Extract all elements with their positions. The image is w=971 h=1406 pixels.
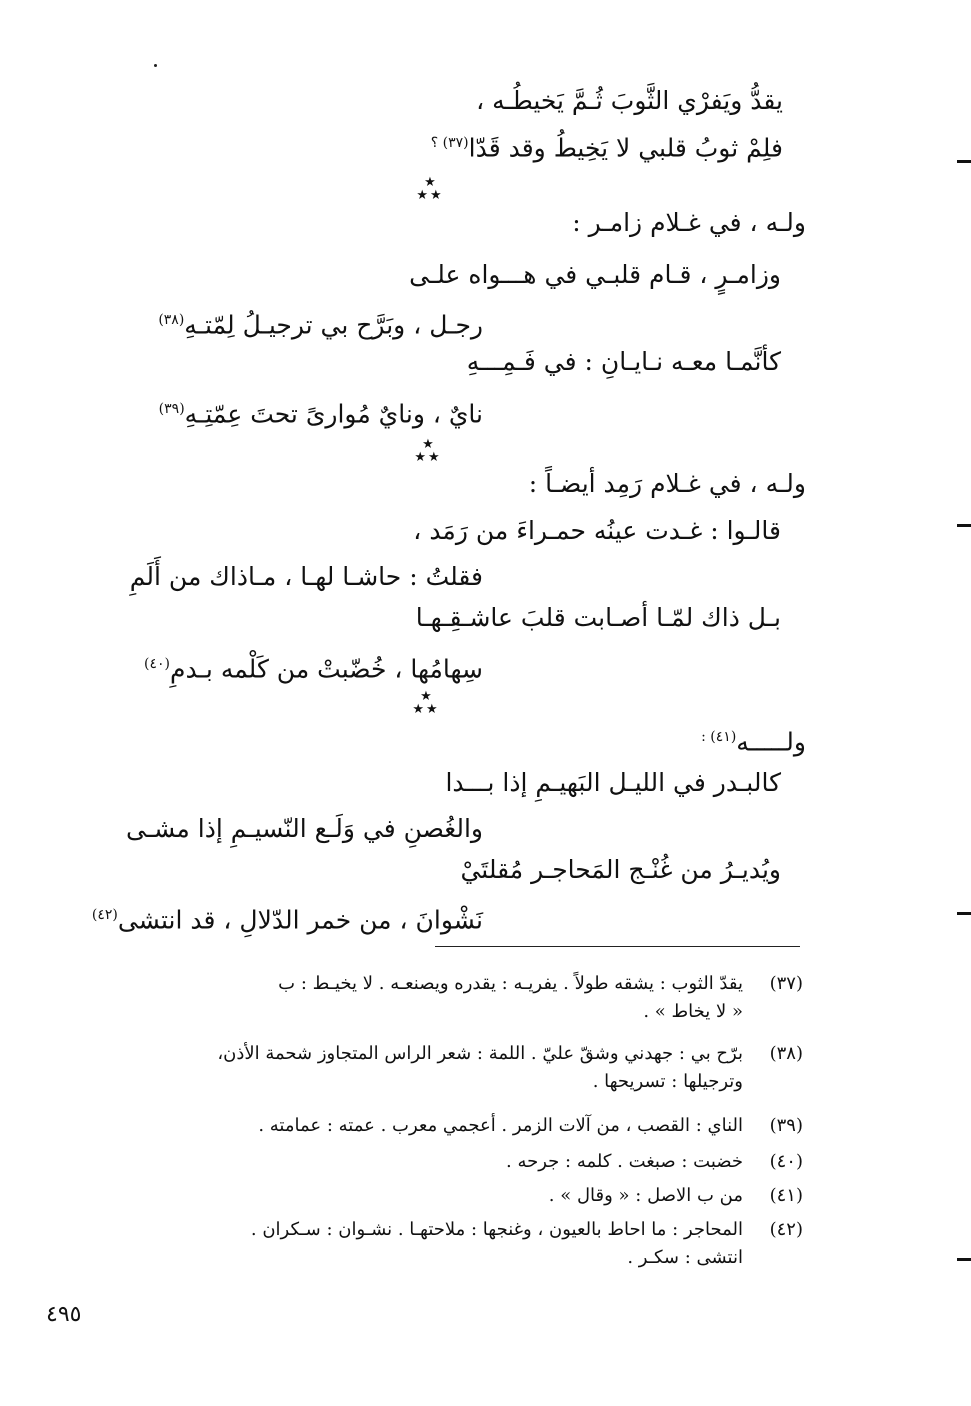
heading-text: ولـــــه [736,727,806,757]
section-divider-stars: ★ ★★ [416,175,444,203]
section-heading: ولـه ، في غـلام زامـر : [572,208,806,237]
footnote-text: الناي : القصب ، من آلات الزمر . أعجمي معرب . عمته : عمامته . [258,1115,743,1136]
footnote-ref[interactable]: (٣٨) [158,312,185,328]
footnote-text: المحاجر : ما احاط بالعيون ، وغنجها : ملاحتهـا . نشـوان : سـكران . [250,1219,743,1240]
footnote [53,1182,803,1210]
footnote [53,1040,803,1096]
verse-text: رجـل ، وبَرَّح بي ترجيـلُ لِمّتـهِ [184,310,483,340]
footnote-ref[interactable]: (٤٢) [91,907,118,923]
verse-line [88,898,483,937]
verse-text: سِهامُها ، خُضّبتْ من كَلْمه بـدمِ [170,654,483,684]
page-number: ٤٩٥ [46,1302,82,1327]
footnote-number: (٣٨) [769,1043,803,1064]
footnote-text: خضبت : صبغت . كلمه : جرحه . [506,1151,743,1172]
footnote-text-cont: « لا يخاط » . [643,1001,743,1022]
footnote-number: (٣٧) [769,973,803,994]
footnote-ref[interactable]: (٤١) : [701,729,737,745]
verse-line [154,303,483,342]
footnote [53,1216,803,1272]
verse-text: نايٌ ، ونايٌ مُوارىً تحتَ عِمّتِـهِ [184,399,483,429]
footnote-number: (٤٠) [769,1151,803,1172]
verse-line: كالبـدر في الليـل البَهيـمِ إذا بـــدا [445,768,781,797]
footnote-text: يقدّ الثوب : يشقه طولاً . يفريـه : يقدره ويصنعـه . لا يخيـط : ب [278,973,743,994]
margin-mark [957,160,971,163]
verse-line: بـل ذاك لمّـا أصـابت قلبَ عاشـقِـهـا [415,603,781,632]
footnote [53,1112,803,1140]
section-divider-stars: ★ ★★ [414,437,442,465]
margin-mark [957,1258,971,1261]
verse-line: يقدُّ ويَفرْي الثَّوبَ ثُـمَّ يَخيطُـه ، [476,86,783,115]
verse-line: وزامـرٍ ، قـام قلبـي في هـــواه علـى [409,260,781,289]
section-heading: ولـه ، في غـلام رَمِد أيضـاً : [528,469,806,498]
footnote-ref[interactable]: (٤٠) [144,656,170,672]
margin-mark [957,524,971,527]
verse-line [155,392,483,431]
footnote-separator [435,946,800,947]
verse-line: فقلتُ : حاشـا لهـا ، مـاذاك من أَلَمِ [129,562,483,591]
margin-mark [957,912,971,915]
verse-text: فلِمْ ثوبُ قلبي لا يَخِيطُ وقد قَدّا [468,133,783,163]
footnote [53,1148,803,1176]
footnote-text: برّح بي : جهدني وشقّ عليّ . اللمة : شعر الراس المتجاوز شحمة الأذن، [217,1043,743,1064]
verse-line [140,647,483,686]
footnote-number: (٤٢) [769,1219,803,1240]
verse-line [80,126,783,165]
footnote-number: (٣٩) [769,1115,803,1136]
footnote-ref[interactable]: (٣٩) [158,401,185,417]
verse-text: نَشْوانَ ، من خمر الدّلالِ ، قد انتشى [117,905,483,935]
footnote-text-cont: وترجيلها : تسريحها . [592,1071,743,1092]
footnote-ref[interactable]: (٣٧) ؟ [430,135,469,151]
footnote-text-cont: انتشى : سكـر . [627,1247,743,1268]
verse-line: قالـوا : غـدت عينُه حمـراءَ من رَمَد ، [413,516,781,545]
footnote-text: من ب الاصل : « وقال » . [548,1185,743,1206]
footnote-number: (٤١) [769,1185,803,1206]
section-heading [697,720,806,759]
verse-line: والغُصنِ في وَلَـع النّسيـمِ إذا مشـى [125,814,483,843]
section-divider-stars: ★ ★★ [412,689,440,717]
ink-dot [154,64,157,67]
verse-line: كأنَّمـا معـه نـايـانِ : في فَـمِـــهِ [466,347,781,376]
verse-line: ويُديـرُ من غُنْـج المَحاجـر مُقلتَيْ [460,855,781,884]
footnote [53,970,803,1026]
